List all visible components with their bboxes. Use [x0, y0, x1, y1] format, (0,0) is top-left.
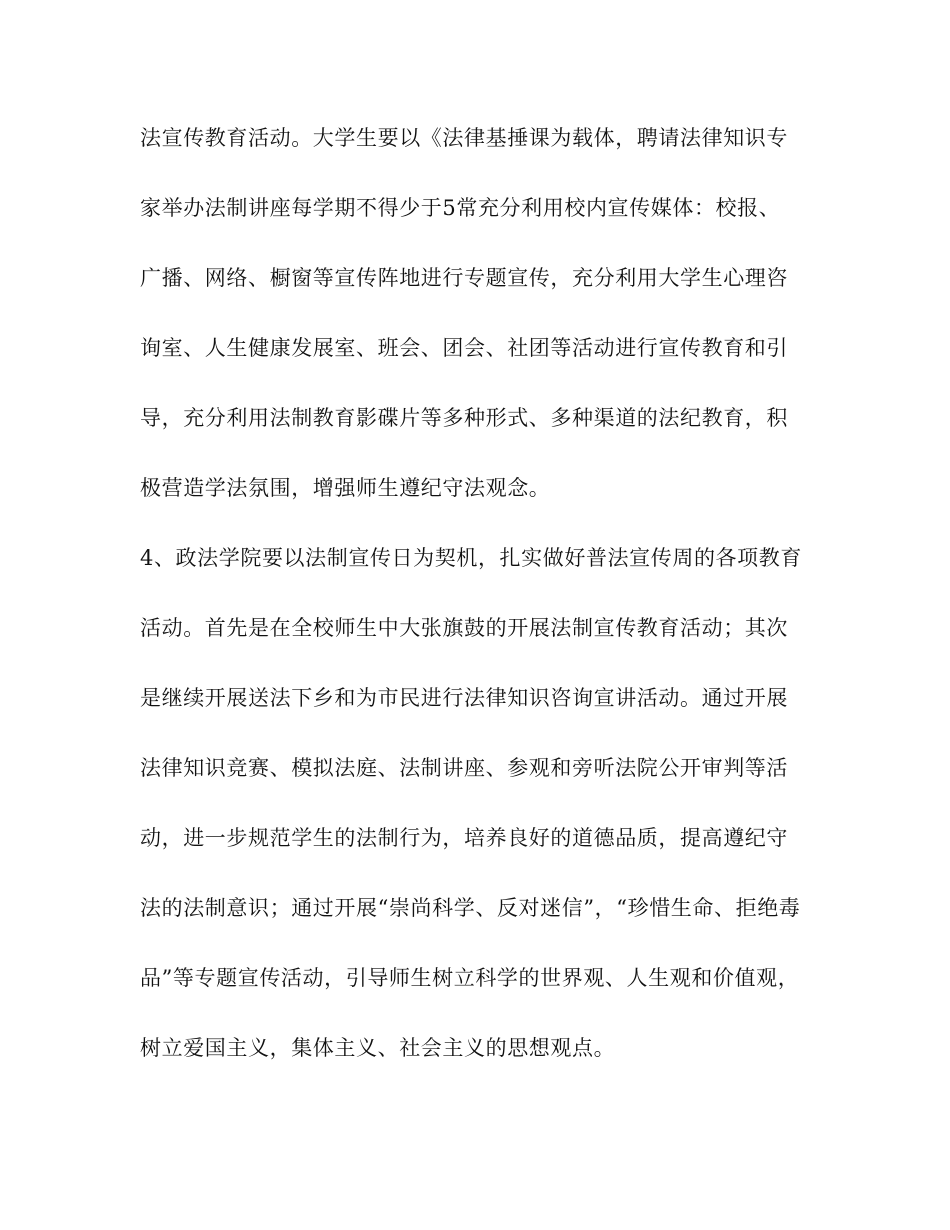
text-line-4: 询室、人生健康发展室、班会、团会、社团等活动进行宣传教育和引: [140, 336, 788, 360]
text-line-13: 品”等专题宣传活动，引导师生树立科学的世界观、人生观和价值观，: [140, 966, 800, 990]
text-line-12: 法的法制意识；通过开展“崇尚科学、反对迷信”，“珍惜生命、拒绝毒: [140, 896, 801, 920]
text-line-7: 4、政法学院要以法制宣传日为契机，扎实做好普法宣传周的各项教育: [140, 546, 802, 570]
text-line-3: 广播、网络、橱窗等宣传阵地进行专题宣传，充分利用大学生心理咨: [140, 266, 788, 290]
text-line-2: 家举办法制讲座每学期不得少于5常充分利用校内宣传媒体：校报、: [140, 196, 781, 220]
text-line-6: 极营造学法氛围，增强师生遵纪守法观念。: [140, 476, 551, 500]
text-line-8: 活动。首先是在全校师生中大张旗鼓的开展法制宣传教育活动；其次: [140, 616, 788, 640]
text-line-10: 法律知识竞赛、模拟法庭、法制讲座、参观和旁听法院公开审判等活: [140, 756, 788, 780]
text-line-1: 法宣传教育活动。大学生要以《法律基捶课为载体，聘请法律知识专: [140, 126, 788, 150]
text-line-14: 树立爱国主义，集体主义、社会主义的思想观点。: [140, 1036, 616, 1060]
text-line-5: 导，充分利用法制教育影碟片等多种形式、多种渠道的法纪教育，积: [140, 406, 788, 430]
text-line-11: 动，进一步规范学生的法制行为，培养良好的道德品质，提高遵纪守: [140, 826, 788, 850]
text-line-9: 是继续开展送法下乡和为市民进行法律知识咨询宣讲活动。通过开展: [140, 686, 788, 710]
